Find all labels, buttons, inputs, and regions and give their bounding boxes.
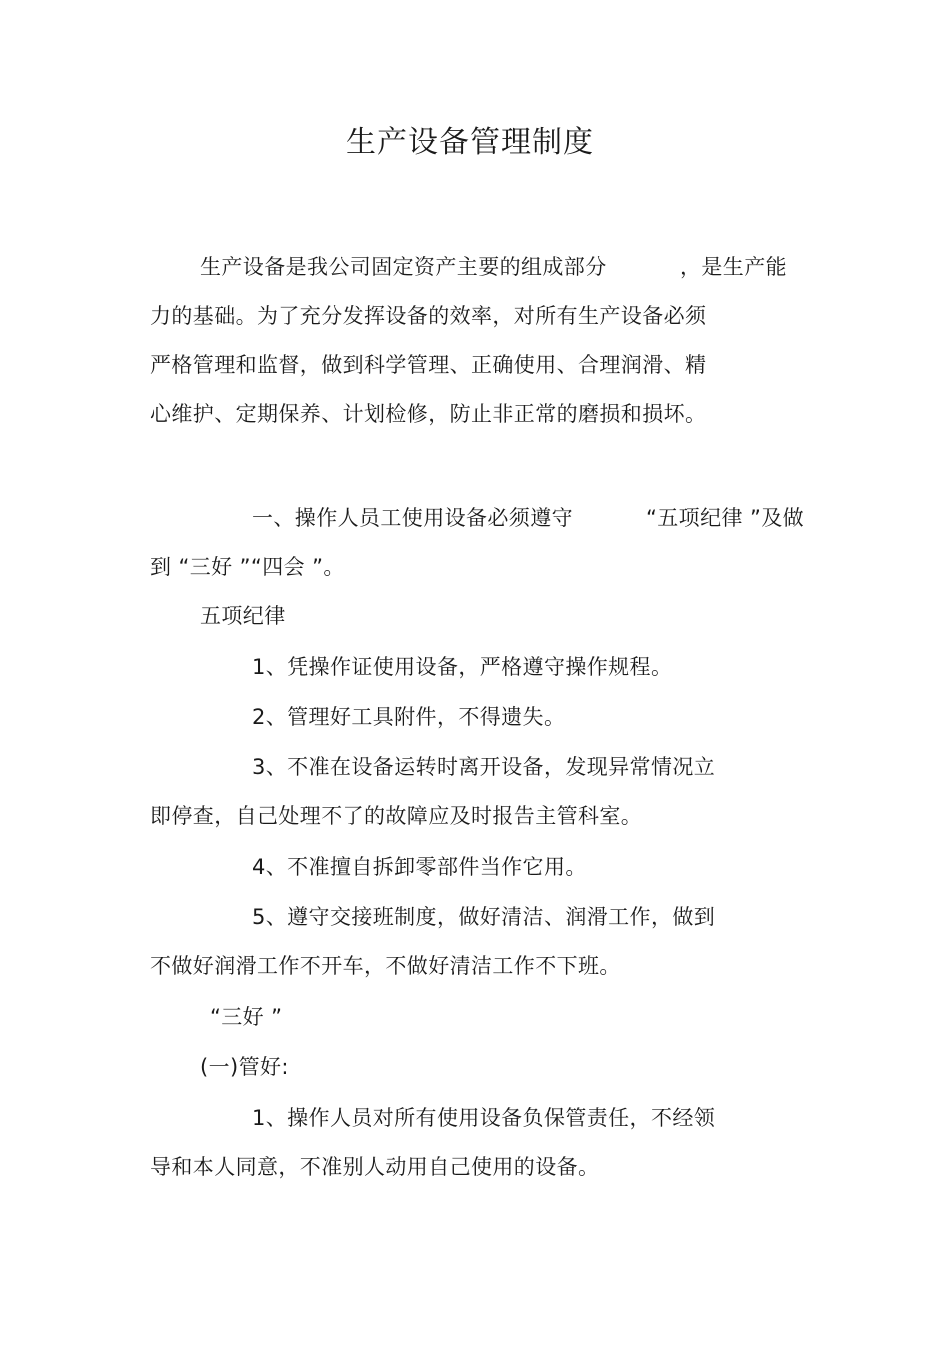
section1-heading-b: “五项纪律 ”及做 (646, 506, 805, 530)
sanhao-sub-1-item-1-line1: 1、操作人员对所有使用设备负保管责任，不经领 (252, 1106, 716, 1130)
wuxiang-item-5-line2: 不做好润滑工作不开车，不做好清洁工作不下班。 (150, 954, 621, 978)
wuxiang-item-3-line2: 即停查，自己处理不了的故障应及时报告主管科室。 (150, 804, 643, 828)
intro-line-1b: ，是生产能 (680, 255, 787, 279)
sanhao-sub-1: (一)管好: (200, 1055, 289, 1079)
intro-line-1a: 生产设备是我公司固定资产主要的组成部分 (200, 255, 607, 279)
section1-heading-line2: 到 “三好 ”“四会 ”。 (150, 555, 345, 579)
wuxiang-item-5-line1: 5、遵守交接班制度，做好清洁、润滑工作，做到 (252, 905, 716, 929)
document-title: 生产设备管理制度 (346, 125, 594, 160)
wuxiang-item-1: 1、凭操作证使用设备，严格遵守操作规程。 (252, 655, 673, 679)
wuxiang-item-4: 4、不准擅自拆卸零部件当作它用。 (252, 855, 587, 879)
intro-line-4: 心维护、定期保养、计划检修，防止非正常的磨损和损坏。 (150, 402, 707, 426)
intro-line-2: 力的基础。为了充分发挥设备的效率，对所有生产设备必须 (150, 304, 707, 328)
sanhao-sub-1-item-1-line2: 导和本人同意，不准别人动用自己使用的设备。 (150, 1155, 600, 1179)
intro-line-3: 严格管理和监督，做到科学管理、正确使用、合理润滑、精 (150, 353, 707, 377)
sanhao-label: “三好 ” (210, 1005, 283, 1029)
wuxiang-item-3-line1: 3、不准在设备运转时离开设备，发现异常情况立 (252, 755, 716, 779)
wuxiang-item-2: 2、管理好工具附件，不得遗失。 (252, 705, 566, 729)
section1-heading-a: 一、操作人员工使用设备必须遵守 (252, 506, 573, 530)
wuxiang-label: 五项纪律 (200, 604, 286, 628)
